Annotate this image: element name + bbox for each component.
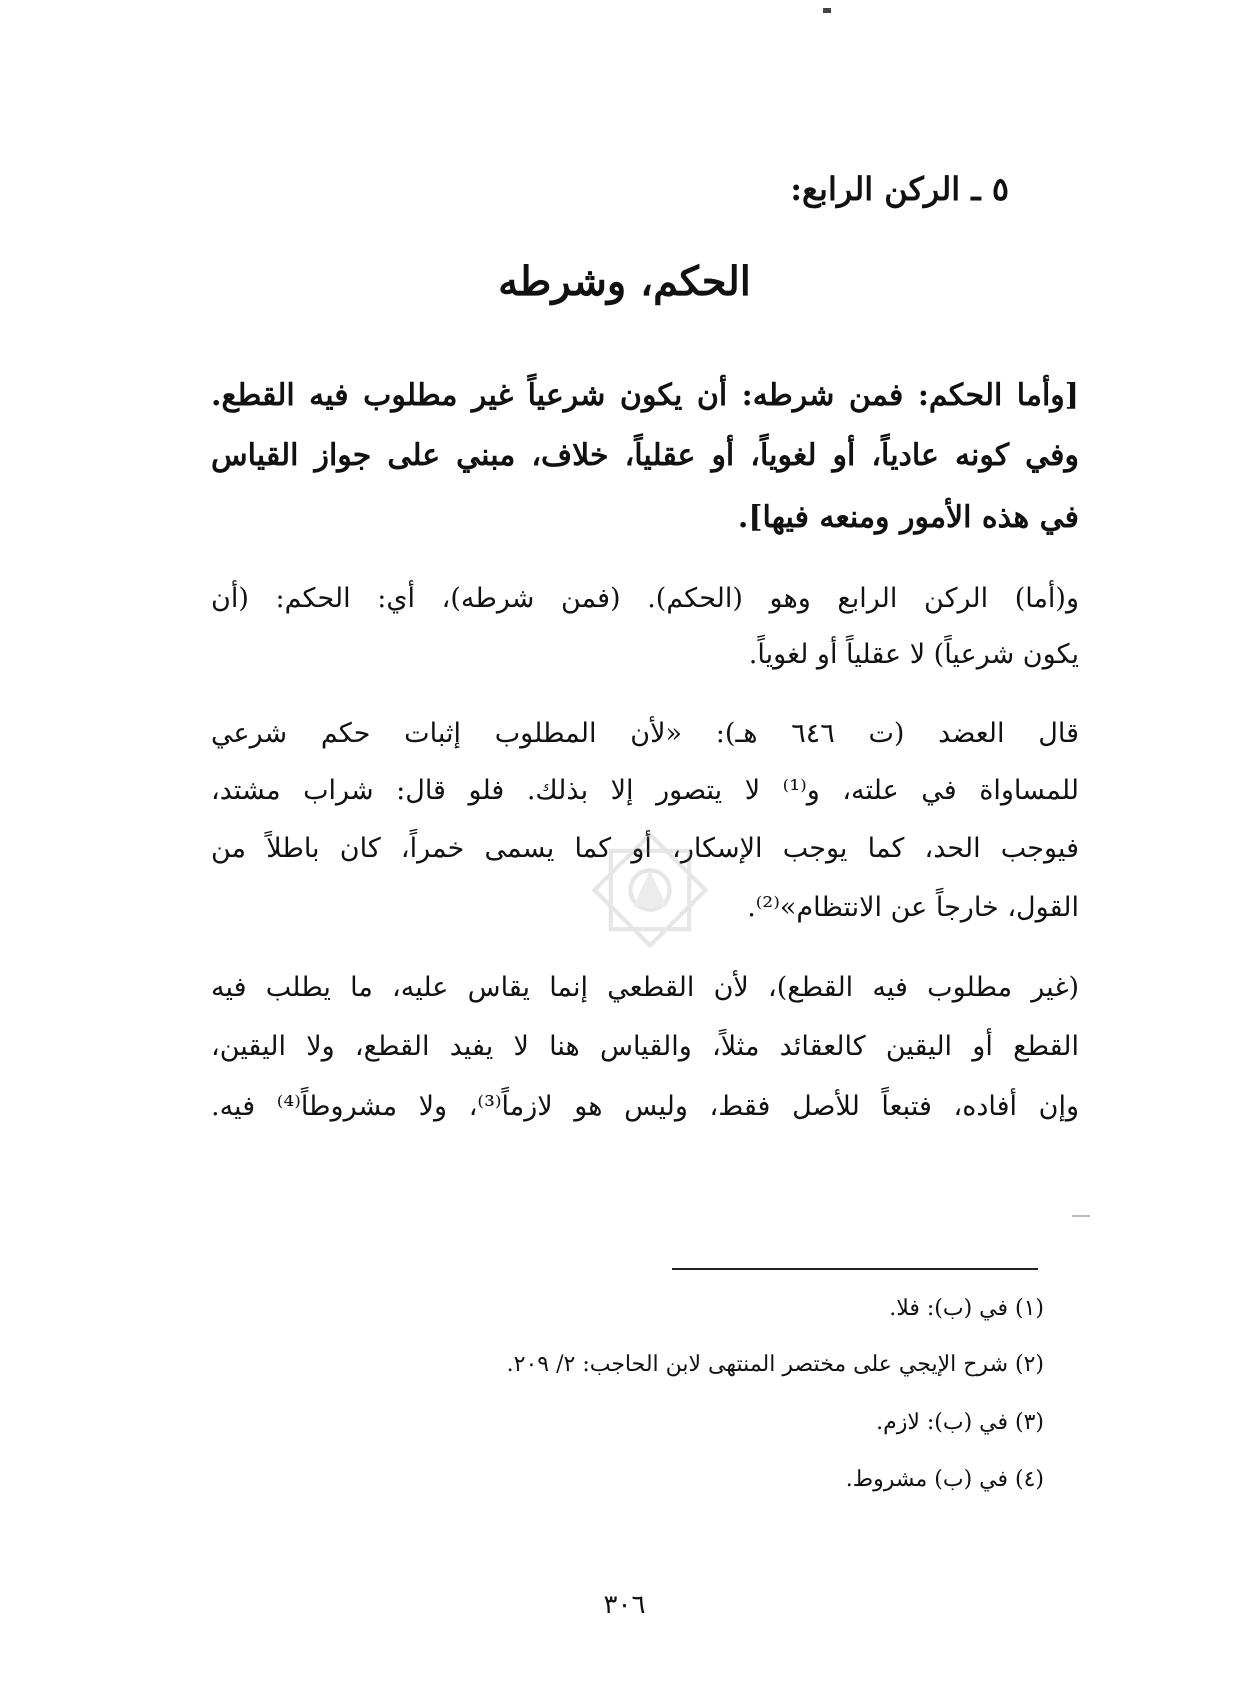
quote-line: للمساواة في علته، و⁽¹⁾ لا يتصور إلا بذلك. فلو قال: شراب مشتد، (211, 775, 1079, 806)
quote-line: قال العضد (ت ٦٤٦ هـ): «لأن المطلوب إثبات حكم شرعي (211, 718, 1079, 749)
section-heading: ٥ ـ الركن الرابع: (790, 170, 1009, 208)
commentary-line: و(أما) الركن الرابع وهو (الحكم). (فمن شرطه)، أي: الحكم: (أن (211, 583, 1079, 614)
footnote: (٢) شرح الإيجي على مختصر المنتهى لابن الحاجب: ٢/ ٢٠٩. (506, 1352, 1044, 1377)
page-number: ٣٠٦ (603, 1590, 646, 1620)
library-watermark-icon (580, 820, 720, 960)
matn-line: في هذه الأمور ومنعه فيها]. (737, 500, 1079, 535)
footnote: (١) في (ب): فلا. (889, 1296, 1044, 1321)
footnote-separator (672, 1268, 1038, 1270)
commentary-line: (غير مطلوب فيه القطع)، لأن القطعي إنما يقاس عليه، ما يطلب فيه (211, 972, 1079, 1003)
matn-line: وفي كونه عادياً، أو لغوياً، أو عقلياً، خلاف، مبني على جواز القياس (211, 438, 1079, 473)
section-title: الحكم، وشرطه (498, 258, 751, 305)
quote-line: فيوجب الحد، كما يوجب الإسكار، أو كما يسمى خمراً، كان باطلاً من (211, 833, 1079, 864)
commentary-line: يكون شرعياً) لا عقلياً أو لغوياً. (748, 639, 1079, 670)
matn-line: [وأما الحكم: فمن شرطه: أن يكون شرعياً غير مطلوب فيه القطع. (211, 378, 1079, 413)
scan-speck (823, 8, 831, 13)
footnote: (٣) في (ب): لازم. (876, 1410, 1044, 1435)
scan-speck (1072, 1215, 1090, 1217)
commentary-line: القطع أو اليقين كالعقائد مثلاً، والقياس هنا لا يفيد القطع، ولا اليقين، (211, 1031, 1079, 1062)
quote-line: القول، خارجاً عن الانتظام»⁽²⁾. (747, 892, 1079, 923)
commentary-line: وإن أفاده، فتبعاً للأصل فقط، وليس هو لازماً⁽³⁾، ولا مشروطاً⁽⁴⁾ فيه. (211, 1091, 1080, 1122)
footnote: (٤) في (ب) مشروط. (845, 1467, 1044, 1492)
